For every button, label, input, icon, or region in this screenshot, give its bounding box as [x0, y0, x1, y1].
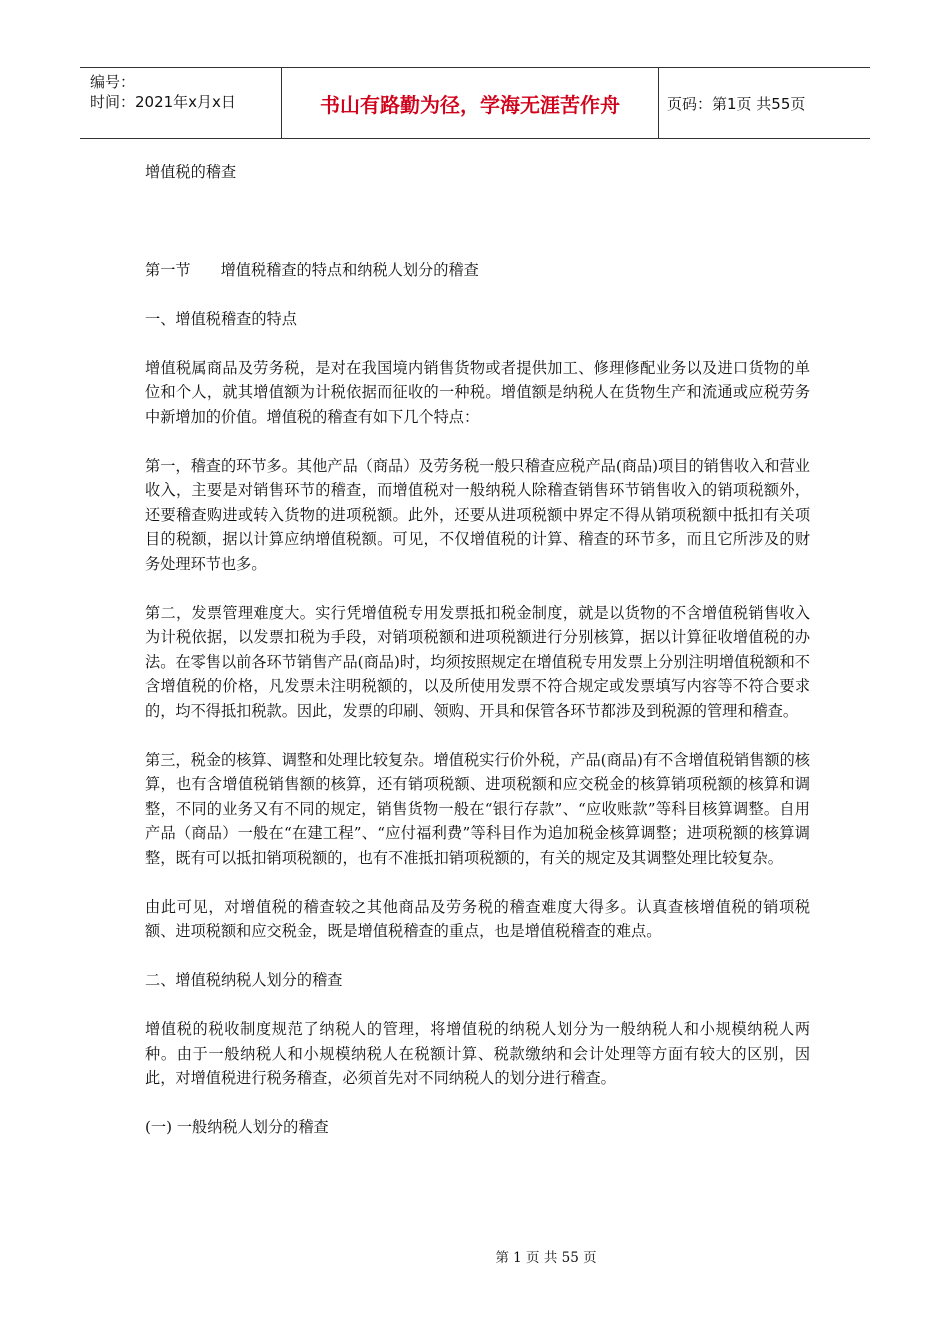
section-number: 第一节 [145, 260, 191, 279]
header-page-info: 页码：第1页 共55页 [667, 94, 806, 113]
heading-3: (一) 一般纳税人划分的稽查 [145, 1118, 329, 1136]
document-time-label: 时间：2021年x月x日 [90, 93, 236, 111]
paragraph-4: 第三，税金的核算、调整和处理比较复杂。增值税实行价外税，产品(商品)有不含增值税销售额的核算，也有含增值税销售额的核算，还有销项税额、进项税额和应交税金的核算销项税额的核算和调整，不同的业务又有不同的规定，销售货物一般在“银行存款”、“应收账款”等科目核算调整。自用产品（商品）一般在“在建工程”、“应付福利费”等科目作为追加税金核算调整；进项税额的核算调整，既有可以抵扣销项税额的，也有不准抵扣销项税额的，有关的规定及其调整处理比较复杂。 [145, 750, 810, 867]
page-header [80, 67, 870, 139]
heading-2: 二、增值税纳税人划分的稽查 [145, 971, 343, 989]
paragraph-5: 由此可见，对增值税的稽查较之其他商品及劳务税的稽查难度大得多。认真查核增值税的销项税额、进项税额和应交税金，既是增值税稽查的重点，也是增值税稽查的难点。 [145, 897, 810, 940]
paragraph-6: 增值税的税收制度规范了纳税人的管理，将增值税的纳税人划分为一般纳税人和小规模纳税人两种。由于一般纳税人和小规模纳税人在税额计算、税款缴纳和会计处理等方面有较大的区别，因此，对增值税进行税务稽查，必须首先对不同纳税人的划分进行稽查。 [145, 1020, 810, 1087]
document-number-label: 编号： [90, 73, 136, 91]
paragraph-1: 增值税属商品及劳务税，是对在我国境内销售货物或者提供加工、修理修配业务以及进口货物的单位和个人，就其增值额为计税依据而征收的一种税。增值额是纳税人在货物生产和流通或应税劳务中新增加的价值。增值税的稽查有如下几个特点： [145, 358, 810, 426]
footer-page-number: 第 1 页 共 55 页 [495, 1250, 597, 1266]
document-body [145, 160, 810, 1164]
paragraph-3: 第二，发票管理难度大。实行凭增值税专用发票抵扣税金制度，就是以货物的不含增值税销售收入为计税依据，以发票扣税为手段，对销项税额和进项税额进行分别核算，据以计算征收增值税的办法。在零售以前各环节销售产品(商品)时，均须按照规定在增值税专用发票上分别注明增值税额和不含增值税的价格，凡发票未注明税额的，以及所使用发票不符合规定或发票填写内容等不符合要求的，均不得抵扣税款。因此，发票的印刷、领购、开具和保管各环节都涉及到税源的管理和稽查。 [145, 603, 810, 720]
section-name: 增值税稽查的特点和纳税人划分的稽查 [220, 260, 479, 279]
heading-1: 一、增值税稽查的特点 [145, 309, 297, 328]
section-title [145, 258, 810, 283]
paragraph-2: 第一，稽查的环节多。其他产品（商品）及劳务税一般只稽查应税产品(商品)项目的销售收入和营业收入，主要是对销售环节的稽查，而增值税对一般纳税人除稽查销售环节销售收入的销项税额外，还要稽查购进或转入货物的进项税额。此外，还要从进项税额中界定不得从销项税额中抵扣有关项目的税额，据以计算应纳增值税额。可见，不仅增值税的计算、稽查的环节多，而且它所涉及的财务处理环节也多。 [145, 456, 810, 573]
page-footer [0, 1246, 950, 1266]
document-title: 增值税的稽查 [145, 163, 237, 181]
header-meta [80, 68, 282, 138]
header-motto: 书山有路勤为径，学海无涯苦作舟 [282, 68, 659, 138]
